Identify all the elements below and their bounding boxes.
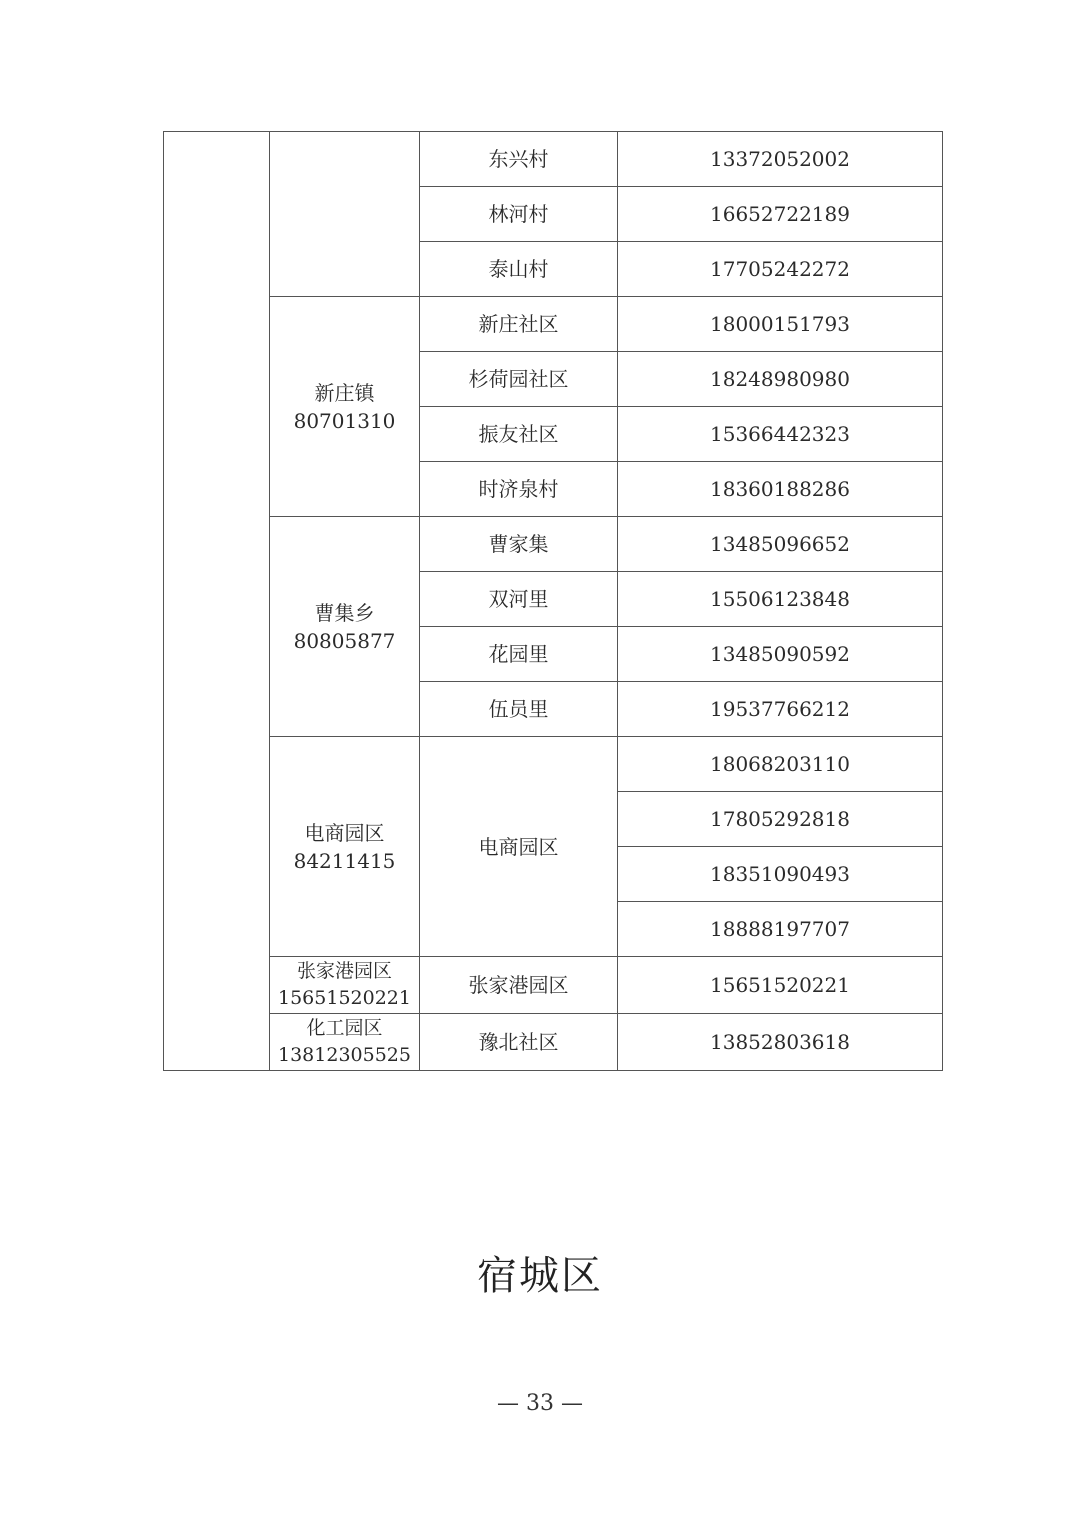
table-row bbox=[164, 297, 943, 352]
phone-cell: 17705242272 bbox=[618, 242, 943, 297]
village-cell: 振友社区 bbox=[420, 407, 618, 462]
table-row bbox=[164, 517, 943, 572]
phone-cell: 18248980980 bbox=[618, 352, 943, 407]
town-cell-ecommerce bbox=[270, 737, 420, 957]
contact-table bbox=[163, 131, 943, 1071]
table-row bbox=[164, 737, 943, 792]
village-cell: 豫北社区 bbox=[420, 1014, 618, 1071]
table-row bbox=[164, 132, 943, 187]
phone-cell: 13485090592 bbox=[618, 627, 943, 682]
table-row bbox=[164, 1014, 943, 1071]
phone-cell: 18888197707 bbox=[618, 902, 943, 957]
county-cell-empty bbox=[164, 132, 270, 1071]
village-cell: 新庄社区 bbox=[420, 297, 618, 352]
town-phone: 15651520221 bbox=[278, 987, 411, 1009]
phone-cell: 16652722189 bbox=[618, 187, 943, 242]
table-row bbox=[164, 957, 943, 1014]
town-phone: 13812305525 bbox=[278, 1044, 411, 1066]
village-cell: 时济泉村 bbox=[420, 462, 618, 517]
town-phone: 80701310 bbox=[293, 408, 396, 433]
phone-cell: 13485096652 bbox=[618, 517, 943, 572]
village-cell: 双河里 bbox=[420, 572, 618, 627]
phone-cell: 13852803618 bbox=[618, 1014, 943, 1071]
town-cell-empty bbox=[270, 132, 420, 297]
phone-cell: 18360188286 bbox=[618, 462, 943, 517]
phone-cell: 15366442323 bbox=[618, 407, 943, 462]
district-title: 宿城区 bbox=[477, 1253, 603, 1299]
town-cell-zhangjiagang bbox=[270, 957, 420, 1014]
phone-cell: 15506123848 bbox=[618, 572, 943, 627]
town-phone: 84211415 bbox=[293, 848, 396, 873]
phone-cell: 18000151793 bbox=[618, 297, 943, 352]
phone-cell: 18068203110 bbox=[618, 737, 943, 792]
page-number: — 33 — bbox=[497, 1391, 583, 1416]
village-cell: 花园里 bbox=[420, 627, 618, 682]
village-cell: 伍员里 bbox=[420, 682, 618, 737]
town-name: 化工园区 bbox=[306, 1017, 383, 1039]
town-name: 电商园区 bbox=[304, 820, 385, 845]
village-cell: 电商园区 bbox=[420, 737, 618, 957]
phone-cell: 15651520221 bbox=[618, 957, 943, 1014]
phone-cell: 18351090493 bbox=[618, 847, 943, 902]
town-phone: 80805877 bbox=[293, 628, 396, 653]
town-name: 曹集乡 bbox=[314, 600, 375, 625]
town-name: 新庄镇 bbox=[314, 380, 375, 405]
village-cell: 张家港园区 bbox=[420, 957, 618, 1014]
village-cell: 曹家集 bbox=[420, 517, 618, 572]
town-cell-chemical bbox=[270, 1014, 420, 1071]
village-cell: 东兴村 bbox=[420, 132, 618, 187]
village-cell: 林河村 bbox=[420, 187, 618, 242]
town-cell-xinzhuang bbox=[270, 297, 420, 517]
town-cell-caoji bbox=[270, 517, 420, 737]
phone-cell: 17805292818 bbox=[618, 792, 943, 847]
phone-cell: 19537766212 bbox=[618, 682, 943, 737]
village-cell: 泰山村 bbox=[420, 242, 618, 297]
village-cell: 杉荷园社区 bbox=[420, 352, 618, 407]
town-name: 张家港园区 bbox=[296, 960, 392, 982]
phone-cell: 13372052002 bbox=[618, 132, 943, 187]
